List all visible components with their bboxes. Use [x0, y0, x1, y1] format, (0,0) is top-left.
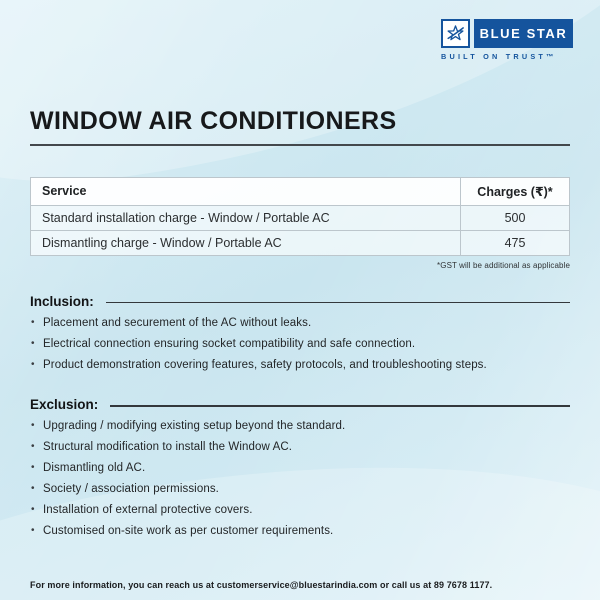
list-item: • Placement and securement of the AC without leaks. [30, 316, 570, 331]
brand-wordmark: BLUE STAR [474, 19, 573, 48]
list-item: • Upgrading / modifying existing setup beyond the standard. [30, 419, 570, 434]
gst-footnote: *GST will be additional as applicable [437, 260, 570, 270]
table-header-service: Service [31, 177, 461, 205]
charge-cell: 500 [461, 205, 570, 230]
list-item: • Structural modification to install the Window AC. [30, 440, 570, 455]
inclusion-rule [106, 302, 570, 304]
table-row [31, 230, 570, 255]
exclusion-heading [30, 397, 570, 412]
inclusion-heading [30, 294, 570, 309]
exclusion-list [30, 419, 570, 539]
exclusion-rule [110, 405, 570, 407]
list-item: • Product demonstration covering features, safety protocols, and troubleshooting steps. [30, 358, 570, 373]
list-item: • Dismantling old AC. [30, 461, 570, 476]
exclusion-section [30, 397, 570, 539]
list-item: • Society / association permissions. [30, 482, 570, 497]
table-header-row [31, 177, 570, 205]
star-orbit-icon [441, 19, 470, 48]
inclusion-list [30, 316, 570, 373]
list-item: • Customised on-site work as per customer requirements. [30, 524, 570, 539]
list-item: • Electrical connection ensuring socket compatibility and safe connection. [30, 337, 570, 352]
title-underline [30, 144, 570, 146]
service-cell: Dismantling charge - Window / Portable AC [31, 230, 461, 255]
service-cell: Standard installation charge - Window / Portable AC [31, 205, 461, 230]
list-item: • Installation of external protective covers. [30, 503, 570, 518]
logo-row [441, 19, 573, 48]
page-title: WINDOW AIR CONDITIONERS [30, 107, 397, 135]
table-row [31, 205, 570, 230]
charge-cell: 475 [461, 230, 570, 255]
exclusion-label: Exclusion: [30, 397, 99, 413]
inclusion-label: Inclusion: [30, 293, 94, 309]
table-header-charges: Charges (₹)* [461, 177, 570, 205]
charges-table [30, 177, 570, 256]
blue-star-logo [441, 19, 573, 61]
footer-contact-text: For more information, you can reach us at customerservice@bluestarindia.com or call us at 89 7678 1177. [30, 580, 493, 590]
inclusion-section [30, 294, 570, 373]
brand-tagline: BUILT ON TRUST™ [441, 52, 557, 61]
